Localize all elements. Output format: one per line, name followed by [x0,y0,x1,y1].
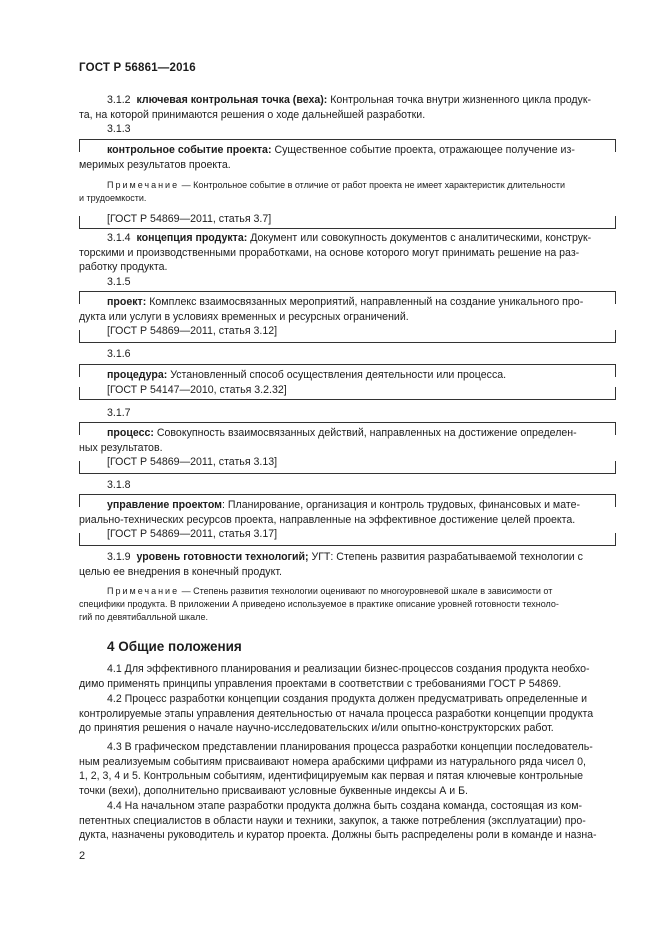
term-number-3-1-7: 3.1.7 [107,407,131,419]
term-definition-cont: та, на которой принимаются решения о ходе дальнейшей разработки. [79,108,426,121]
term-box-3-1-6 [79,364,616,400]
term-definition-cont: работку продукта. [79,261,168,274]
section-heading: 4 Общие положения [107,639,242,654]
paragraph-4-1: 4.1 Для эффективного планирования и реализации бизнес-процессов создания продукта необхо- димо применять принципы управления проектами в соответствии с требованиями ГОСТ Р 54869. [79,663,590,690]
term-number-3-1-8: 3.1.8 [107,479,131,491]
term-number-3-1-5: 3.1.5 [107,276,131,288]
term-name: управление проектом [107,499,223,511]
term-name: контрольное событие проекта: [107,144,272,156]
term-3-1-9 [79,550,616,579]
term-number-3-1-6: 3.1.6 [107,348,131,360]
term-source: [ГОСТ Р 54869—2011, статья 3.13] [107,456,278,469]
paragraph-4-4: 4.4 На начальном этапе разработки продукта должна быть создана команда, состоящая из ком- петентных специалистов в области науки и техники, закупок, а также потребления (эксплуатации) про- дукта, назначены руководитель и куратор проекта. Должны быть распределены роли в команде и назна- [79,800,597,842]
term-definition: Установленный способ осуществления деятельности или процесса. [170,369,507,381]
term-definition-cont: ных результатов. [79,441,163,454]
term-number: 3.1.9 [107,551,131,563]
term-source: [ГОСТ Р 54869—2011, статья 3.17] [107,528,278,541]
term-box-3-1-8 [79,494,616,546]
term-name: процедура: [107,369,168,381]
term-note: Примечание — Контрольное событие в отличие от работ проекта не имеет характеристик длительности [107,180,566,191]
term-name: процесс: [107,427,154,439]
term-number: 3.1.2 [107,94,131,106]
term-definition-cont: риально-технических ресурсов проекта, направленные на эффективное достижение целей проекта. [79,513,576,526]
term-definition: Существенное событие проекта, отражающее получение из- [274,144,575,156]
page-number: 2 [79,850,86,862]
term-name: концепция продукта: [136,232,248,244]
term-definition: Совокупность взаимосвязанных действий, направленных на достижение определен- [156,427,577,439]
term-box-3-1-7 [79,422,616,474]
term-name: ключевая контрольная точка (веха): [136,94,328,106]
term-definition: Контрольная точка внутри жизненного цикла продук- [330,94,592,106]
term-definition-cont: меримых результатов проекта. [79,158,231,171]
term-number-3-1-3: 3.1.3 [107,123,131,135]
term-definition-cont: дукта или услуги в условиях временных и ресурсных ограничений. [79,310,409,323]
note-label: Примечание [107,180,180,191]
term-name: уровень готовности технологий; [136,551,309,563]
term-definition-cont: целью ее внедрения в конечный продукт. [79,565,282,578]
note-label: Примечание [107,586,180,596]
term-definition: Комплекс взаимосвязанных мероприятий, направленный на создание уникального про- [149,296,584,308]
paragraph-4-2: 4.2 Процесс разработки концепции создания продукта должен предусматривать определенные и контролируемые этапы управления деятельностью от начала процесса разработки концепции продукта до принятия решения о начале научно-исследовательских и/или опытно-конструкторских работ. [79,693,594,735]
term-definition: Документ или совокупность документов с аналитическими, конструк- [250,232,592,244]
term-box-3-1-5 [79,291,616,343]
term-number: 3.1.4 [107,232,131,244]
term-3-1-4 [79,231,616,275]
note-3-1-9: Примечание — Степень развития технологии оценивают по многоуровневой шкале в зависимости от специфики продукта. В приложении А приведено используемое в практике описание уровней готовности техноло- гий по девятибалльной шкале. [79,585,616,624]
term-box-3-1-3 [79,139,616,229]
term-definition-cont: торскими и производственными проработками, на основе которого могут принимать решение на раз- [79,246,580,259]
note-cont: специфики продукта. В приложении А приведено используемое в практике описание уровней готовности техноло- [79,599,559,609]
paragraph-4-3: 4.3 В графическом представлении планирования процесса разработки концепции последователь- ным реализуемым событиям присваивают номера арабскими цифрами из натурального ряда чисел 0, 1, 2, 3, 4 и 5. Контрольным событиям, идентифицируемым как первая и пятая ключевые контрольные точки (вехи), дополнительно присваивают условные буквенные индексы А и Б. [79,741,593,797]
term-note-cont: и трудоемкости. [79,193,147,204]
term-3-1-2 [79,93,616,122]
term-source: [ГОСТ Р 54869—2011, статья 3.7] [107,213,272,226]
note-cont: гий по девятибалльной шкале. [79,612,208,622]
term-source: [ГОСТ Р 54869—2011, статья 3.12] [107,325,278,338]
term-name: проект: [107,296,147,308]
document-header: ГОСТ Р 56861—2016 [79,62,196,74]
term-definition: : Планирование, организация и контроль трудовых, финансовых и мате- [222,499,581,511]
term-source: [ГОСТ Р 54147—2010, статья 3.2.32] [107,383,287,396]
term-definition: УГТ: Степень развития разрабатываемой технологии с [311,551,583,563]
